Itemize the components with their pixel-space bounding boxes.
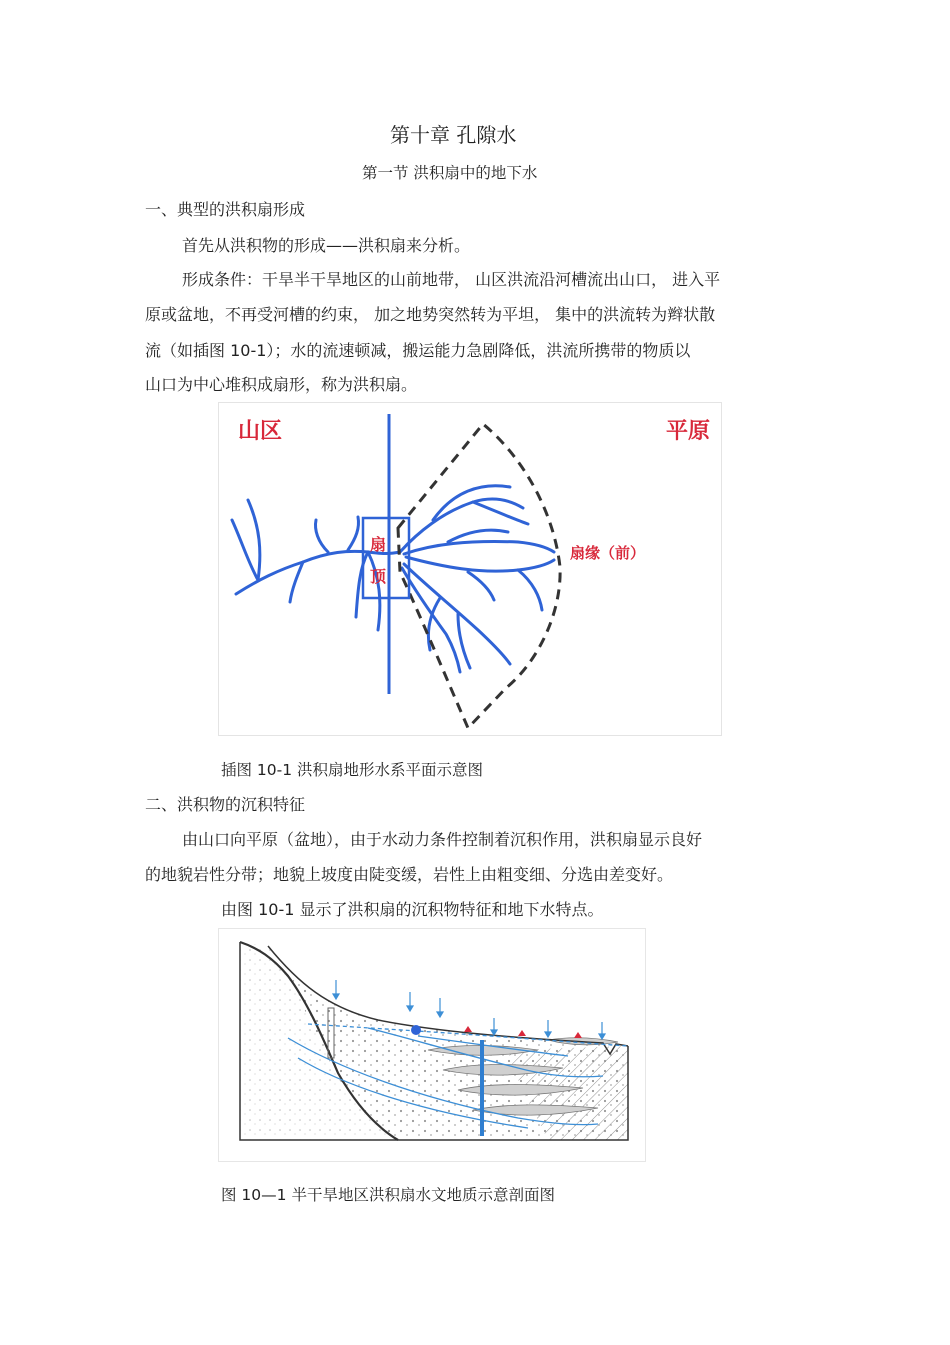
label-mountain: 山区: [238, 419, 283, 444]
paragraph-2-line-3: 流（如插图 10-1）；水的流速顿减，搬运能力急剧降低，洪流所携带的物质以: [145, 341, 691, 360]
figure-alluvial-fan-section: [218, 928, 646, 1162]
paragraph-4: 由图 10-1 显示了洪积扇的沉积物特征和地下水特点。: [221, 900, 604, 919]
label-apex-1: 扇: [370, 535, 387, 554]
paragraph-3-line-2: 的地貌岩性分带；地貌上坡度由陡变缓，岩性上由粗变细、分选由差变好。: [145, 865, 674, 884]
paragraph-3-line-1: 由山口向平原（盆地），由于水动力条件控制着沉积作用，洪积扇显示良好: [182, 830, 703, 849]
section-title: 第一节 洪积扇中的地下水: [362, 164, 538, 182]
label-apex-2: 顶: [370, 567, 387, 586]
figure-2-caption: 图 10—1 半干旱地区洪积扇水文地质示意剖面图: [221, 1186, 555, 1204]
label-plain: 平原: [666, 419, 711, 444]
paragraph-2-line-2: 原或盆地，不再受河槽的约束， 加之地势突然转为平坦， 集中的洪流转为辫状散: [145, 305, 716, 324]
figure-alluvial-fan-plan: [218, 402, 722, 736]
paragraph-2-line-1: 形成条件：干旱半干旱地区的山前地带， 山区洪流沿河槽流出山口， 进入平: [182, 270, 721, 289]
heading-1: 一、典型的洪积扇形成: [145, 200, 306, 219]
alluvial-fan-plan-diagram: [218, 402, 722, 736]
paragraph-1: 首先从洪积物的形成——洪积扇来分析。: [182, 236, 471, 255]
figure-1-caption: 插图 10-1 洪积扇地形水系平面示意图: [221, 761, 484, 779]
paragraph-2-line-4: 山口为中心堆积成扇形，称为洪积扇。: [145, 375, 418, 394]
alluvial-fan-section-diagram: [218, 928, 646, 1162]
chapter-title: 第十章 孔隙水: [390, 123, 517, 147]
heading-2: 二、洪积物的沉积特征: [145, 795, 306, 814]
label-fan-edge: 扇缘（前）: [570, 544, 646, 562]
